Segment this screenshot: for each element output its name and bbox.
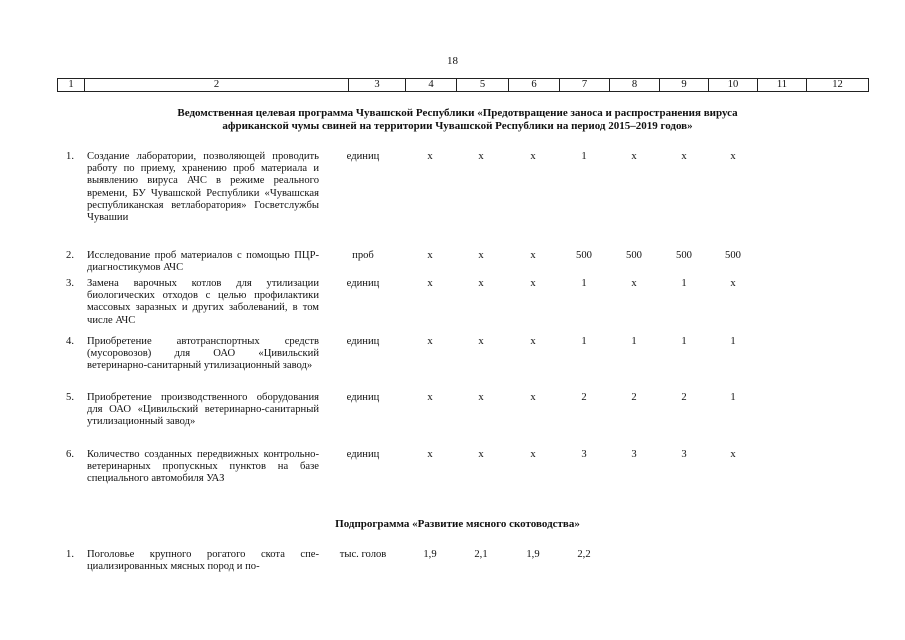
page-number: 18 xyxy=(447,55,458,67)
value-cell: х xyxy=(427,336,433,347)
value-cell: х xyxy=(427,449,433,460)
indicator-name: Количество созданных передвижных контрольно-ветеринарных пропускных пунктов на базе специального автомобиля УАЗ xyxy=(87,449,319,485)
row-number: 6. xyxy=(66,449,74,460)
row-number: 1. xyxy=(66,151,74,162)
column-number: 3 xyxy=(349,79,406,92)
value-cell: х xyxy=(530,392,536,403)
value-cell: 1 xyxy=(581,336,587,347)
section-title-line: Ведомственная целевая программа Чувашской Республики «Предотвращение заноса и распространения вируса xyxy=(177,107,738,119)
unit-of-measure: проб xyxy=(352,250,374,261)
value-cell: 1,9 xyxy=(423,549,437,560)
unit-of-measure: единиц xyxy=(346,449,380,460)
value-cell: 1 xyxy=(681,278,687,289)
row-number: 1. xyxy=(66,549,74,560)
value-cell: 1 xyxy=(631,336,637,347)
value-cell: х xyxy=(427,151,433,162)
value-cell: 500 xyxy=(626,250,642,261)
column-number: 4 xyxy=(406,79,457,92)
value-cell: х xyxy=(478,250,484,261)
value-cell: х xyxy=(427,250,433,261)
value-cell: 3 xyxy=(581,449,587,460)
value-cell: х xyxy=(427,392,433,403)
unit-of-measure: единиц xyxy=(346,278,380,289)
value-cell: 2,1 xyxy=(474,549,488,560)
value-cell: 500 xyxy=(576,250,592,261)
row-number: 3. xyxy=(66,278,74,289)
value-cell: 1 xyxy=(730,392,736,403)
value-cell: х xyxy=(530,151,536,162)
value-cell: 1 xyxy=(681,336,687,347)
value-cell: х xyxy=(478,278,484,289)
column-number: 6 xyxy=(509,79,560,92)
value-cell: х xyxy=(427,278,433,289)
indicator-name: Приобретение производственного оборудования для ОАО «Цивильский ветеринарно-санитарный утилизационный завод» xyxy=(87,392,319,428)
value-cell: х xyxy=(478,392,484,403)
value-cell: х xyxy=(530,250,536,261)
column-number: 2 xyxy=(85,79,349,92)
value-cell: 1 xyxy=(581,278,587,289)
value-cell: х xyxy=(530,336,536,347)
column-number: 10 xyxy=(709,79,758,92)
indicator-name: Поголовье крупного рогатого скота специализированных мясных пород и по- xyxy=(87,549,319,573)
value-cell: х xyxy=(478,449,484,460)
indicator-name: Замена варочных котлов для утилизации биологических отходов с целью профилактики массовых заразных и других заболеваний, в том числе АЧС xyxy=(87,278,319,326)
column-number-header xyxy=(57,78,869,92)
column-number: 7 xyxy=(560,79,610,92)
value-cell: 3 xyxy=(681,449,687,460)
value-cell: 1,9 xyxy=(526,549,540,560)
column-number: 9 xyxy=(660,79,709,92)
column-number: 5 xyxy=(457,79,509,92)
value-cell: х xyxy=(530,278,536,289)
row-number: 4. xyxy=(66,336,74,347)
value-cell: 2,2 xyxy=(577,549,591,560)
indicator-name: Приобретение автотранспортных средств (мусоровозов) для ОАО «Цивильский ветеринарно-санитарный утилизационный завод» xyxy=(87,336,319,372)
row-number: 5. xyxy=(66,392,74,403)
column-number: 8 xyxy=(610,79,660,92)
value-cell: х xyxy=(681,151,687,162)
value-cell: х xyxy=(478,336,484,347)
value-cell: х xyxy=(631,151,637,162)
subprogram-title: Подпрограмма «Развитие мясного скотоводства» xyxy=(335,518,580,530)
value-cell: 2 xyxy=(681,392,687,403)
value-cell: 1 xyxy=(581,151,587,162)
value-cell: х xyxy=(530,449,536,460)
value-cell: х xyxy=(631,278,637,289)
section-title-line: африканской чумы свиней на территории Чувашской Республики на период 2015–2019 годов» xyxy=(222,120,693,132)
value-cell: х xyxy=(730,278,736,289)
value-cell: х xyxy=(730,449,736,460)
unit-of-measure: тыс. голов xyxy=(339,549,387,560)
unit-of-measure: единиц xyxy=(346,336,380,347)
indicator-name: Создание лаборатории, позволяющей проводить работу по приему, хранению проб материала и выявлению вируса АЧС в режиме реального времени, БУ Чувашской Республики «Чувашская республиканская ветлаборатория» Госветслужбы Чувашии xyxy=(87,151,319,224)
column-number: 1 xyxy=(58,79,85,92)
value-cell: 500 xyxy=(725,250,741,261)
row-number: 2. xyxy=(66,250,74,261)
unit-of-measure: единиц xyxy=(346,392,380,403)
unit-of-measure: единиц xyxy=(346,151,380,162)
column-number: 11 xyxy=(758,79,807,92)
value-cell: х xyxy=(730,151,736,162)
value-cell: х xyxy=(478,151,484,162)
value-cell: 3 xyxy=(631,449,637,460)
value-cell: 500 xyxy=(676,250,692,261)
value-cell: 1 xyxy=(730,336,736,347)
value-cell: 2 xyxy=(631,392,637,403)
column-number: 12 xyxy=(807,79,869,92)
indicator-name: Исследование проб материалов с помощью ПЦР-диагностикумов АЧС xyxy=(87,250,319,274)
value-cell: 2 xyxy=(581,392,587,403)
